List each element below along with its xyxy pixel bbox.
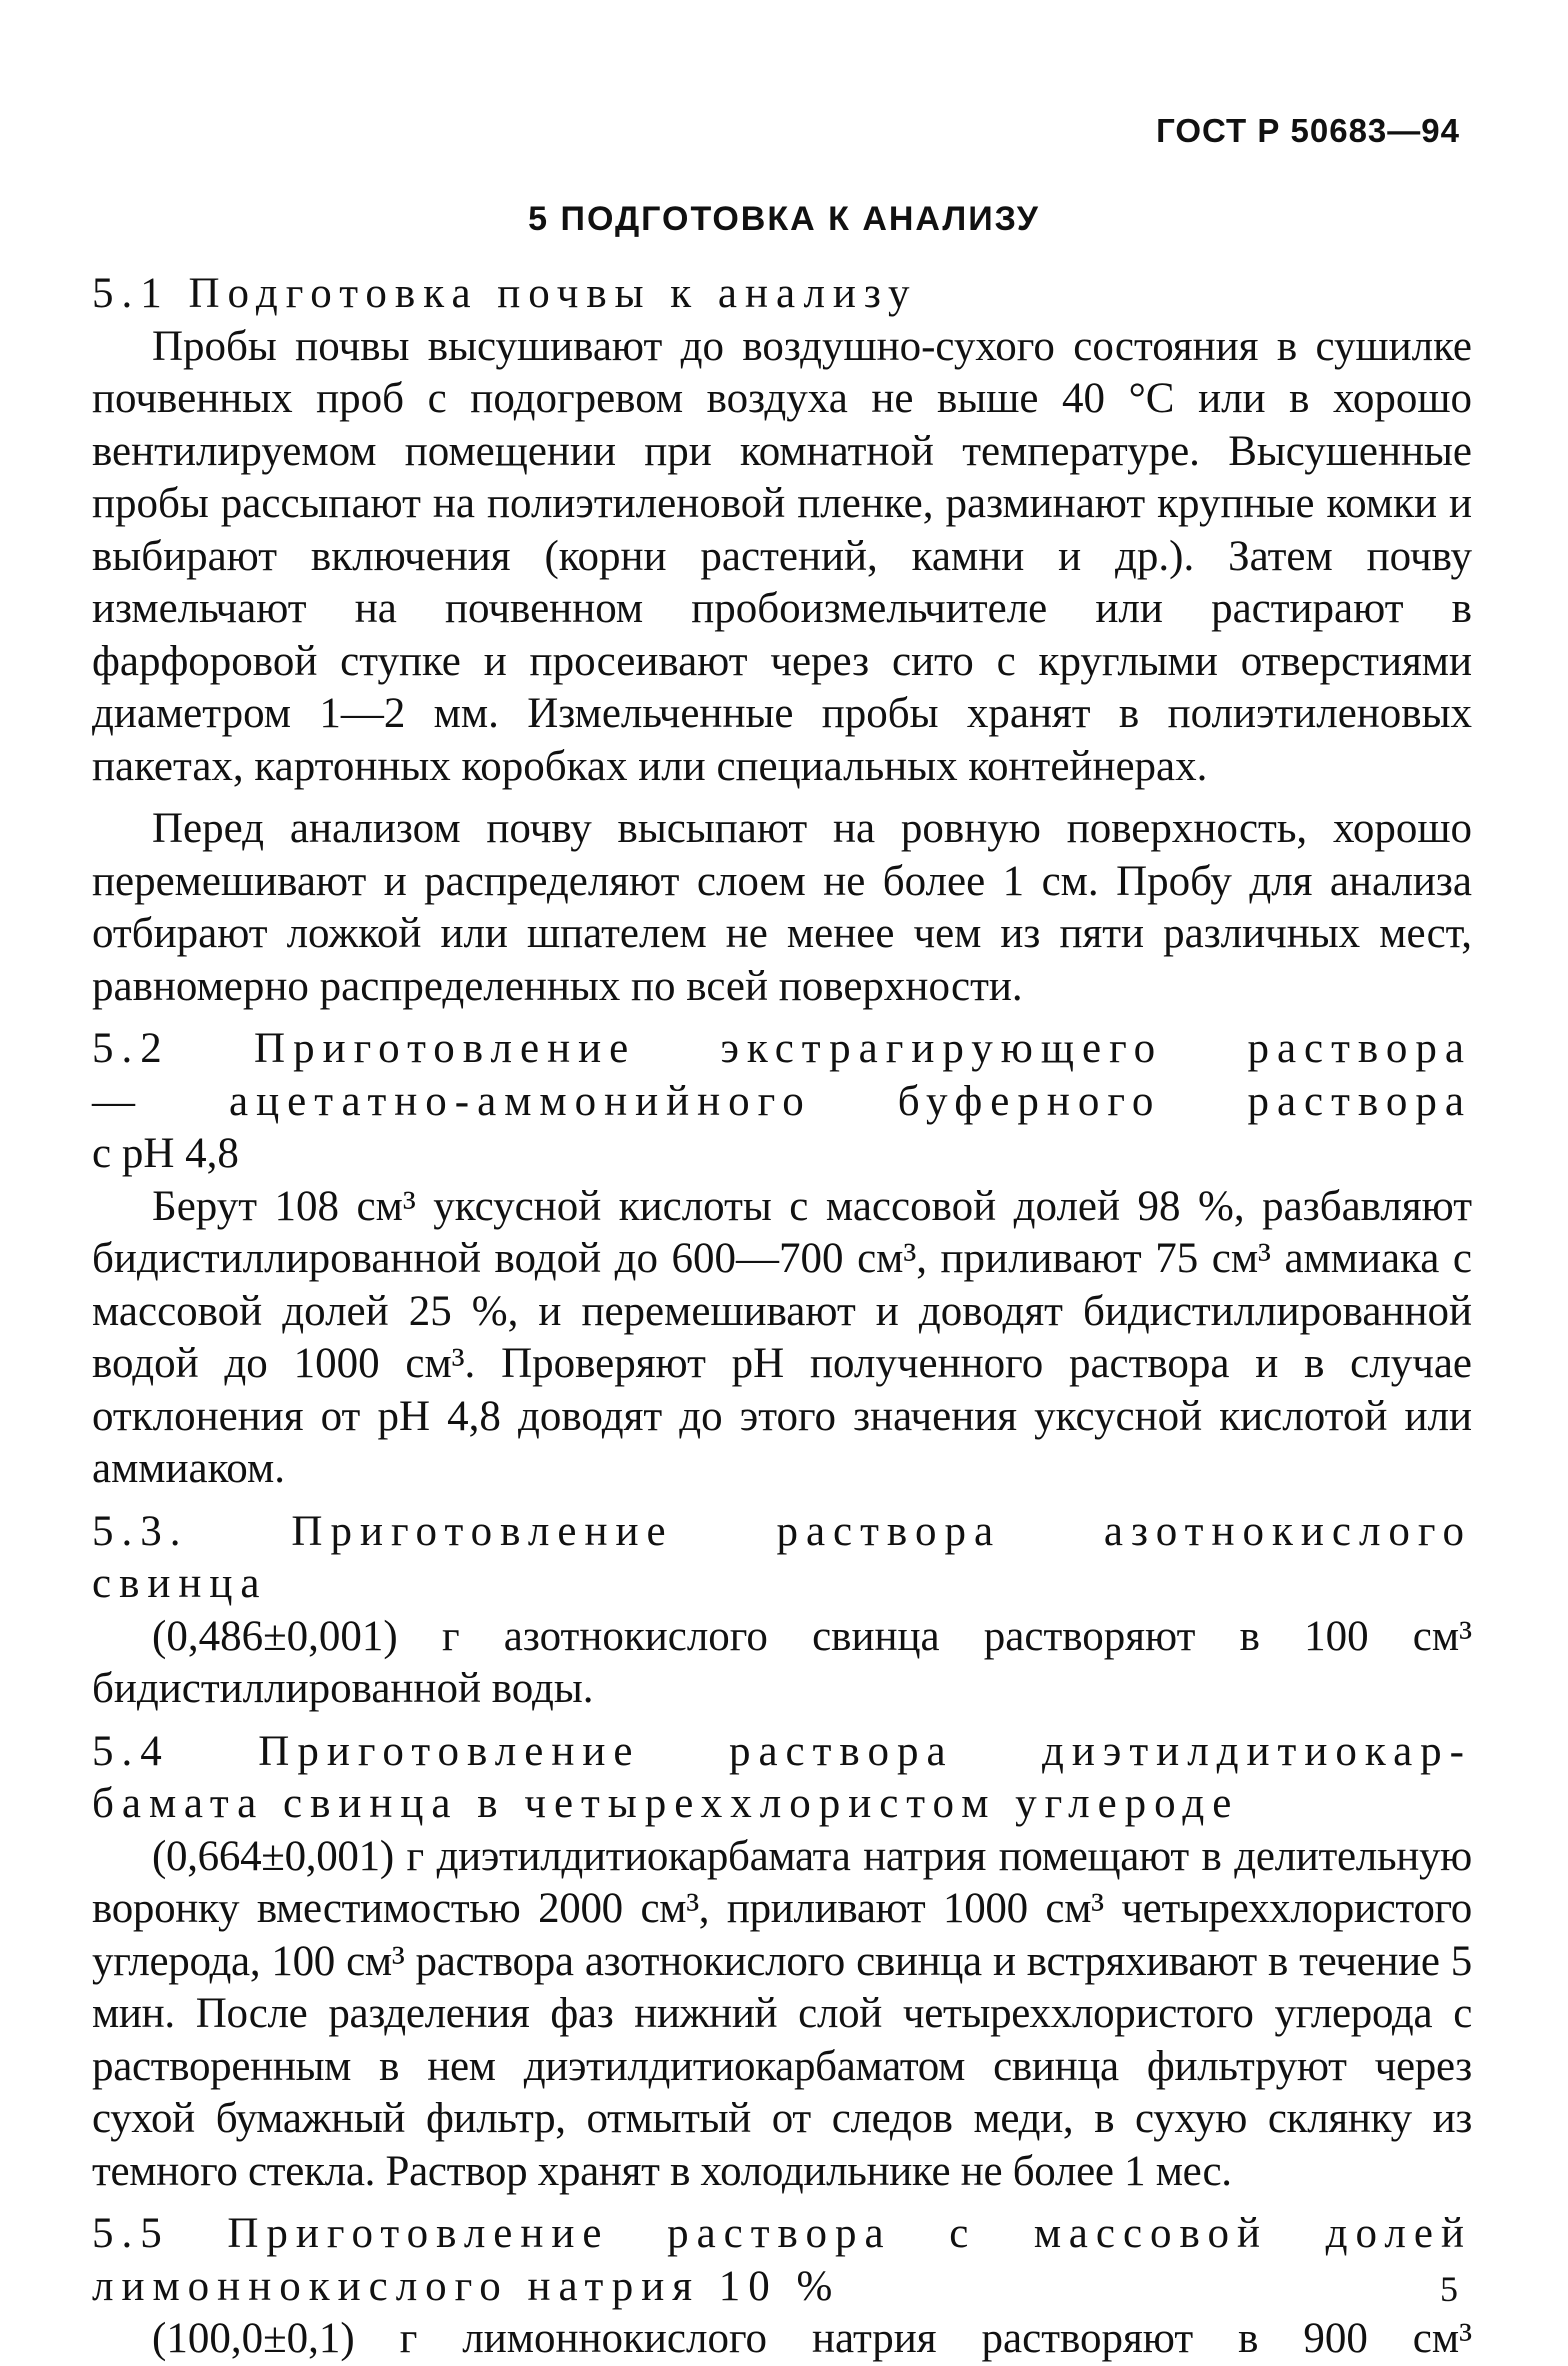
subsection-5-2-paragraph-1: Берут 108 см³ уксусной кислоты с массовой долей 98 %, разбавляют бидистиллированной водой до 600—700 см³, приливают 75 см³ аммиака с массовой долей 25 %, и перемешивают и доводят бидистиллированной водой до 1000 см³. Проверяют рН полученного раствора и в случае отклонения от рН 4,8 доводят до этого значения уксусной кислотой или аммиаком. [92, 1182, 1472, 1492]
subsection-5-4-paragraph-1: (0,664±0,001) г диэтилдитиокарбамата натрия помещают в делительную воронку вместимостью 2000 см³, приливают 1000 см³ четыреххлористого углерода, 100 см³ раствора азотнокислого свинца и встряхивают в течение 5 мин. После разделения фаз нижний слой четыреххлористого углерода с растворенным в нем диэтилдитиокарбаматом свинца фильтруют через сухой бумажный фильтр, отмытый от следов меди, в сухую склянку из темного стекла. Раствор хранят в холодильнике не более 1 мес. [92, 1832, 1472, 2195]
subsection-5-3-heading-line-1: 5.3. Приготовление раствора азотнокислого [92, 1507, 1472, 1555]
page-number: 5 [1440, 2269, 1458, 2309]
subsection-5-2-heading-line-1: 5.2 Приготовление экстрагирующего раствора [92, 1025, 1472, 1072]
subsection-5-1-paragraph-1: Пробы почвы высушивают до воздушно-сухого состояния в сушилке почвенных проб с подогревом воздуха не выше 40 °С или в хорошо вентилируемом помещении при комнатной температуре. Высушенные пробы рассыпают на полиэтиленовой пленке, разминают крупные комки и выбирают включения (корни растений, камни и др.). Затем почву измельчают на почвенном пробоизмельчителе или растирают в фарфоровой ступке и просеивают через сито с круглыми отверстиями диаметром 1—2 мм. Измельченные пробы хранят в полиэтиленовых пакетах, картонных коробках или специальных контейнерах. [92, 322, 1472, 790]
subsection-5-3-heading-line-2: свинца [92, 1560, 268, 1607]
subsection-5-2-heading-line-2: — ацетатно-аммонийного буферного раствора [92, 1077, 1472, 1125]
subsection-5-5-heading-line-1: 5.5 Приготовление раствора с массовой долей [92, 2210, 1472, 2257]
subsection-5-2-heading-line-3: с рН 4,8 [92, 1130, 239, 1177]
document-standard-number: ГОСТ Р 50683—94 [1156, 112, 1460, 149]
subsection-5-1-paragraph-2: Перед анализом почву высыпают на ровную поверхность, хорошо перемешивают и распределяют слоем не более 1 см. Пробу для анализа отбирают ложкой или шпателем не менее чем из пяти различных мест, равномерно распределенных по всей поверхности. [92, 805, 1472, 1010]
subsection-5-3-paragraph-1: (0,486±0,001) г азотнокислого свинца растворяют в 100 см³ бидистиллированной воды. [92, 1612, 1472, 1712]
document-body [92, 268, 1472, 2366]
subsection-5-5-paragraph-1: (100,0±0,1) г лимоннокислого натрия растворяют в 900 см³ [152, 2315, 1472, 2362]
section-title: 5 ПОДГОТОВКА К АНАЛИЗУ [528, 200, 1040, 238]
subsection-5-4-heading-line-1: 5.4 Приготовление раствора диэтилдитиокар- [92, 1727, 1472, 1775]
subsection-5-4-heading-line-2: бамата свинца в четыреххлористом углероде [92, 1780, 1240, 1827]
subsection-5-5-heading-line-2: лимоннокислого натрия 10 % [92, 2262, 841, 2310]
subsection-5-1-heading: 5.1 Подготовка почвы к анализу [92, 270, 918, 317]
